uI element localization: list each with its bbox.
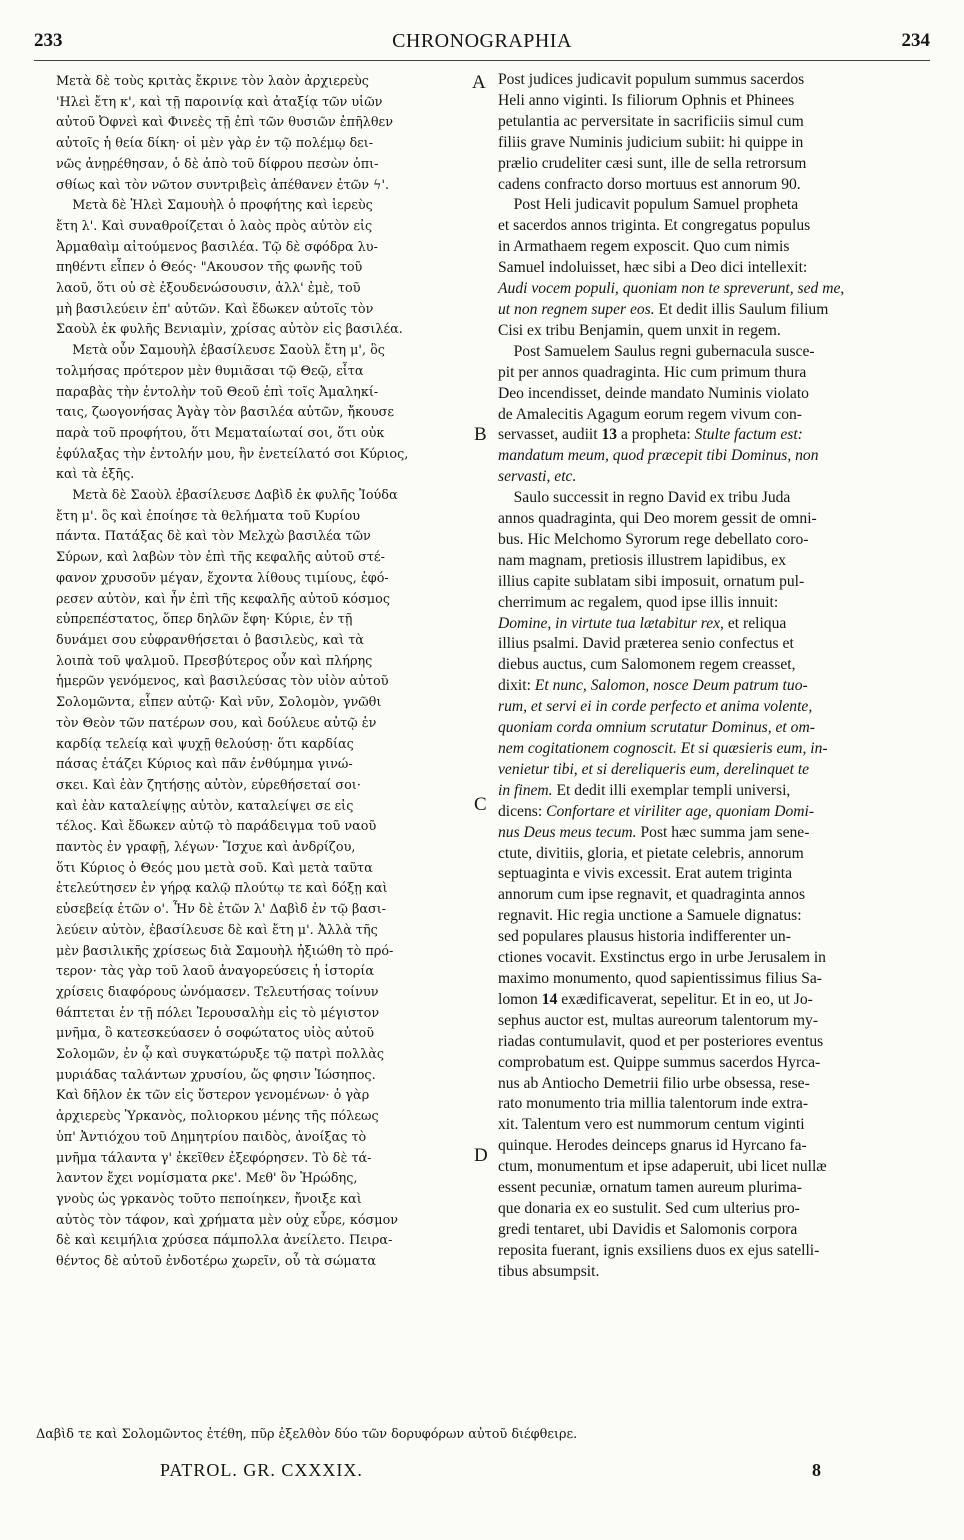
latin-quote: Stulte factum est: mandatum meum, quod præcepit tibi Dominus, non servasti, etc. [498,426,819,486]
section-marker-a: A [472,72,486,93]
latin-quote: Audi vocem populi, quoniam non te spreverunt, sed me, ut non regnem super eos. [498,280,845,318]
latin-quote: Confortare et viriliter age, quoniam Domi- nus Deus meus tecum. [498,802,815,841]
page-number-right: 234 [901,30,930,51]
running-title: CHRONOGRAPHIA [392,30,572,52]
latin-quote: Et nunc, Salomon, nosce Deum patrum tuo- rum, et servi ei in corde perfecto et anima volente, quoniam corda omnium scrutatur Dominus, et om- nem cogitationem cognoscit. Et si quæsieris eum, in- venietur tibi, et si dereliqueris eum, derelinquet te in finem. [498,677,828,799]
greek-column: Μετὰ δὲ τοὺς κριτὰς ἔκρινε τὸν λαὸν ἀρχιερεὺς 'Ηλεὶ ἔτη κ', καὶ τῇ παροινίᾳ καὶ ἀταξίᾳ τῶν υἱῶν αὐτοῦ Ὀφνεὶ καὶ Φινεὲς τῇ ἐπὶ τῶν θυσιῶν ἐπῆλθεν αὐτοῖς ἡ θεία δίκη· οἱ μὲν γὰρ ἐν τῷ πολέμῳ δει- νῶς ἀνῃρέθησαν, ὁ δὲ ἀπὸ τοῦ δίφρου πεσὼν ὀπι- σθίως καὶ τὸν νῶτον συντριβεὶς ἀπέθανεν ἐτῶν ϟ'. Μετὰ δὲ Ἡλεὶ Σαμουὴλ ὁ προφήτης καὶ ἱερεὺς ἔτη λ'. Καὶ συναθροίζεται ὁ λαὸς πρὸς αὐτὸν εἰς Ἀρμαθαὶμ αἰτούμενος βασιλέα. Τῷ δὲ σφόδρα λυ- πηθέντι εἶπεν ὁ Θεός· "Ακουσον τῆς φωνῆς τοῦ λαοῦ, ὅτι οὐ σὲ ἐξουδενώσουσιν, ἀλλ' ἐμὲ, τοῦ μὴ βασιλεύειν ἐπ' αὐτῶν. Καὶ ἔδωκεν αὐτοῖς τὸν Σαοὺλ ἐκ φυλῆς Βενιαμὶν, χρίσας αὐτὸν εἰς βασιλέα. Μετὰ οὖν Σαμουὴλ ἐβασίλευσε Σαοὺλ ἔτη μ', ὃς τολμήσας πρότερον μὲν θυμιᾶσαι τῷ Θεῷ, εἶτα παραβὰς τὴν ἐντολὴν τοῦ Θεοῦ ἐπὶ τοῖς Ἀμαληκί- ταις, ζωογονήσας Ἀγὰγ τὸν βασιλέα αὐτῶν, ἤκουσε παρὰ τοῦ προφήτου, ὅτι Μεματαίωταί σοι, ὅτι οὐκ ἐφύλαξας τὴν ἐντολήν μου, ἣν ἐνετείλατό σοι Κύριος, καὶ τὰ ἑξῆς. Μετὰ δὲ Σαοὺλ ἐβασίλευσε Δαβὶδ ἐκ φυλῆς Ἰούδα ἔτη μ'. ὃς καὶ ἐποίησε τὰ θελήματα τοῦ Κυρίου πάντα. Πατάξας δὲ καὶ τὸν Μελχὼ βασιλέα τῶν Σύρων, καὶ λαβὼν τὸν ἐπὶ τῆς κεφαλῆς αὐτοῦ στέ- φανον χρυσοῦν μέγαν, ἔχοντα λίθους τιμίους, ἐφό- ρεσεν αὐτὸν, καὶ ἦν ἐπὶ τῆς κεφαλῆς αὐτοῦ κόσμος εὐπρεπέστατος, ὅπερ δηλῶν ἔφη· Κύριε, ἐν τῇ δυνάμει σου εὐφρανθήσεται ὁ βασιλεὺς, καὶ τὰ λοιπὰ τοῦ ψαλμοῦ. Πρεσβύτερος οὖν καὶ πλήρης ἡμερῶν γενόμενος, καὶ βασιλεύσας τὸν υἱὸν αὐτοῦ Σολομῶντα, εἶπεν αὐτῷ· Καὶ νῦν, Σολομὸν, γνῶθι τὸν Θεὸν τῶν πατέρων σου, καὶ δούλευε αὐτῷ ἐν καρδίᾳ τελείᾳ καὶ ψυχῇ θελούσῃ· ὅτι καρδίας πάσας ἐτάζει Κύριος καὶ πᾶν ἐνθύμημα γινώ- σκει. Καὶ ἐὰν ζητήσῃς αὐτὸν, εὑρεθήσεταί σοι· καὶ ἐὰν καταλείψῃς αὐτὸν, καταλείψει σε εἰς τέλος. Καὶ ἔδωκεν αὐτῷ τὸ παράδειγμα τοῦ ναοῦ παντὸς ἐν γραφῇ, λέγων· Ἴσχυε καὶ ἀνδρίζου, ὅτι Κύριος ὁ Θεός μου μετὰ σοῦ. Καὶ μετὰ ταῦτα ἐτελεύτησεν ἐν γήρᾳ καλῷ πλούτῳ τε καὶ δόξῃ καὶ εὐσεβείᾳ ἐτῶν ο'. Ἦν δὲ ἐτῶν λ' Δαβὶδ ἐν τῷ βασι- λεύειν αὐτὸν, ἐβασίλευσε δὲ καὶ ἔτη μ'. Ἀλλὰ τῆς μὲν βασιλικῆς χρίσεως διὰ Σαμουὴλ ἠξιώθη τὸ πρό- τερον· τὰς γὰρ τοῦ λαοῦ ἀναγορεύσεις ἡ ἱστορία χρίσεις διαφόρους ὠνόμασεν. Τελευτήσας τοίνυν θάπτεται ἐν τῇ πόλει Ἱερουσαλὴμ εἰς τὸ μέγιστον μνῆμα, ὃ κατεσκεύασεν ὁ σοφώτατος υἱὸς αὐτοῦ Σολομῶν, ἐν ᾧ καὶ συγκατώρυξε τῷ πατρὶ πολλὰς μυριάδας ταλάντων χρυσίου, ὥς φησιν Ἰώσηπος. Καὶ δῆλον ἐκ τῶν εἰς ὕστερον γενομένων· ὁ γὰρ ἀρχιερεὺς Ὑρκανὸς, πολιορκου μένης τῆς πόλεως ὑπ' Ἀντιόχου τοῦ Δημητρίου παιδὸς, ἀνοίξας τὸ μνῆμα τάλαντα γ' ἐκεῖθεν ἐξεφόρησεν. Τὸ δὲ τά- λαντον ἔχει νομίσματα ρκε'. Μεθ' ὃν Ἡρώδης, γνοὺς ὡς γρκανὸς τοῦτο πεποίηκεν, ἤνοιξε καὶ αὐτὸς τὸν τάφον, καὶ χρήματα μὲν οὐχ εὗρε, κόσμον δὲ καὶ κειμήλια χρύσεα πάμπολλα ἀνείλετο. Πειρα- θέντος δὲ αὐτοῦ ἐνδοτέρω χωρεῖν, οὗ τὰ σώματα [56,74,409,1270]
latin-text: exædificaverat, sepelitur. Et in eo, ut Jo- sephus auctor est, multas aureorum talentorum my- riadas contumulavit, quod et per posteriores eventus comprobatum est. Quippe summus sacerdos Hyrca- nus ab Antiocho Demetrii filio urbe obsessa, rese- rato monumento tria millia talentorum inde extra- xit. Talentum vero est nummorum centum viginti quinque. Herodes deinceps gnarus id Hyrcano fa- ctum, monumentum et ipse adaperuit, ubi licet nullæ essent pecuniæ, ornatum tamen aureum plurima- que donaria ex eo sustulit. Sed cum ulterius pro- gredi tentaret, ubi Davidis et Salomonis corpora reposita fuerant, ignis exsiliens duos ex ejus satelli- tibus absumpsit. [498,990,827,1280]
footer-signature: 8 [812,1460,821,1480]
latin-text: Et dedit illis Saulum filium Cisi ex tribu Benjamin, quem unxit in regem. Post Samuelem Saulus regni gubernacula susce- pit per annos quadraginta. Hic cum primum thura Deo incendisset, deinde mandato Numinis violato de Amalecitis Agagum eorum regem vivum con- servasset, audiit [498,300,829,444]
column-number: 14 [541,990,558,1008]
latin-text: Post hæc summa jam sene- ctute, divitiis, gloria, et pietate celebris, annorum septuaginta e vivis excessit. Erat autem triginta annorum cum ipse regnavit, et quadraginta annos regnavit. Hic regia unctione a Samuele dignatus: sed populares plausus historia indifferenter un- ctiones vocavit. Exstinctus ergo in urbe Jerusalem in maximo monumento, quod sapientissimus filius Sa- lomon [498,823,826,1008]
latin-text: a propheta: [617,426,695,444]
section-marker-c: C [474,794,487,815]
latin-column [498,70,928,1283]
latin-text: Saulo successit in regno David ex tribu Juda annos quadraginta, qui Deo morem gessit de omni- bus. Hic Melchomo Syrorum rege debellato coro- nam magnam, pretiosis illustrem lapidibus, ex illius capite sublatam sibi imposuit, ornatum pul- cherrimum ac regalem, quod ipse illis innuit: [498,489,817,611]
greek-full-width-line: Δαβὶδ τε καὶ Σολομῶντος ἐτέθη, πῦρ ἐξελθὸν δύο τῶν δορυφόρων αὐτοῦ διέφθειρε. [36,1427,578,1442]
latin-text: Et dedit illi exemplar templi universi, dicens: [498,781,791,820]
section-marker-d: D [474,1145,488,1166]
latin-quote: Domine, in virtute tua lætabitur rex, [498,614,724,632]
section-marker-b: B [474,424,487,445]
page-number-left: 233 [34,30,63,51]
header-rule [34,60,930,61]
column-number: 13 [601,426,618,444]
latin-text: Post judices judicavit populum summus sacerdos Heli anno viginti. Is filiorum Ophnis et Phinees petulantia ac perversitate in sacrificiis simul cum filiis grave Numinis judicium subiit: hi quippe in prælio crudeliter cæsi sunt, ille de sella retrorsum cadens confracto dorso mortuus est annorum 90. Post Heli judicavit populum Samuel propheta et sacerdos annos triginta. Et congregatus populus in Armathaem regem exposcit. Quo cum nimis Samuel indoluisset, hæc sibi a Deo dici intellexit: [498,71,811,277]
running-header [34,30,930,60]
footer-volume: PATROL. GR. CXXXIX. [160,1460,363,1480]
latin-text: et reliqua illius psalmi. David præterea senio confectus et diebus auctus, cum Salomonem regem creasset, dixit: [498,614,796,695]
